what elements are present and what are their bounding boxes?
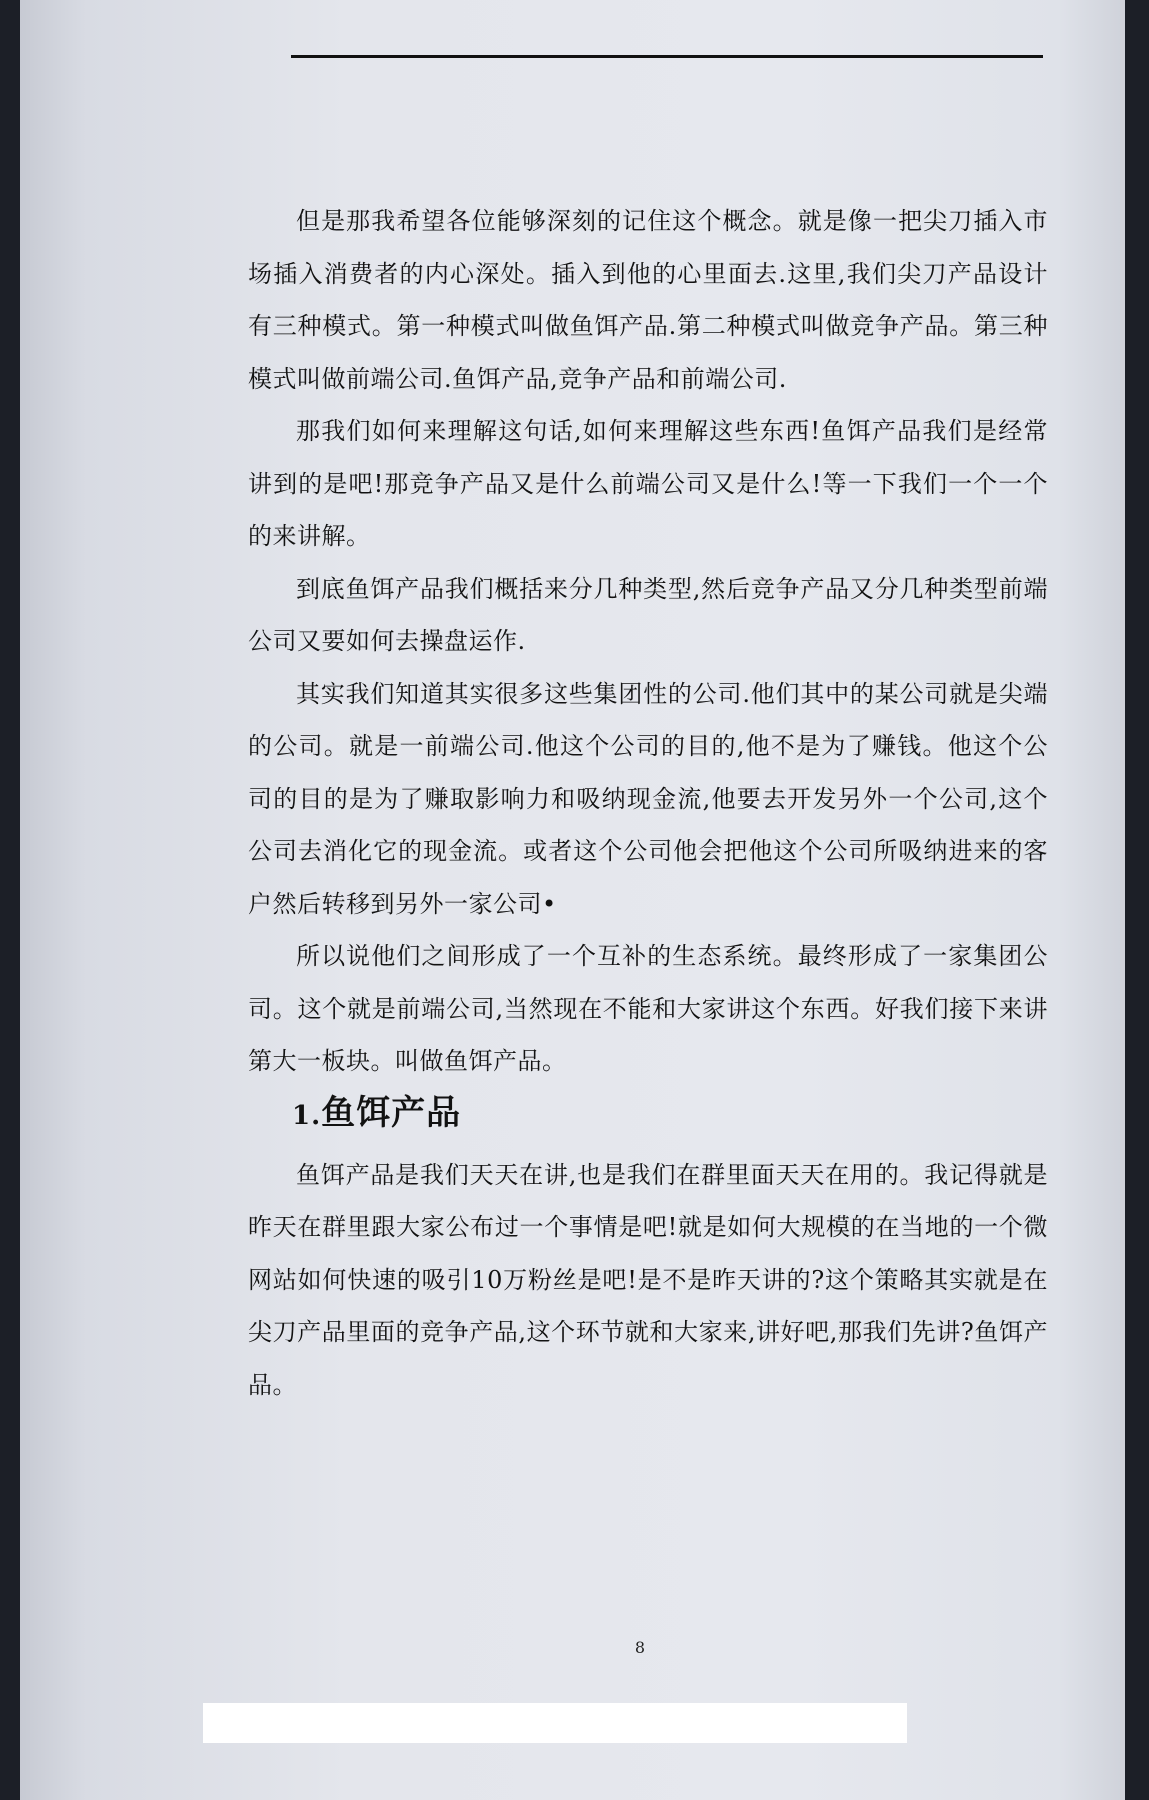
section-title: 鱼饵产品 xyxy=(321,1092,462,1133)
paragraph-3: 到底鱼饵产品我们概括来分几种类型,然后竞争产品又分几种类型前端公司又要如何去操盘运作. xyxy=(248,574,1048,655)
section-number: 1. xyxy=(292,1100,322,1131)
section-heading xyxy=(248,1088,1048,1141)
paragraph-4: 其实我们知道其实很多这些集团性的公司.他们其中的某公司就是尖端的公司。就是一前端公司.他这个公司的目的,他不是为了赚钱。他这个公司的目的是为了赚取影响力和吸纳现金流,他要去开发另外一个公司,这个公司去消化它的现金流。或者这个公司他会把他这个公司所吸纳进来的客户然后转移到另外一家公司• xyxy=(248,679,1048,918)
paragraph-1: 但是那我希望各位能够深刻的记住这个概念。就是像一把尖刀插入市场插入消费者的内心深处。插入到他的心里面去.这里,我们尖刀产品设计有三种模式。第一种模式叫做鱼饵产品.第二种模式叫做竞争产品。第三种模式叫做前端公司.鱼饵产品,竞争产品和前端公司. xyxy=(248,207,1048,393)
page-number: 8 xyxy=(634,1638,646,1657)
body-text xyxy=(248,195,1048,1411)
document-page xyxy=(20,0,1125,1800)
paragraph-2: 那我们如何来理解这句话,如何来理解这些东西!鱼饵产品我们是经常讲到的是吧!那竞争产品又是什么前端公司又是什么!等一下我们一个一个的来讲解。 xyxy=(248,417,1048,550)
redaction-bar xyxy=(203,1703,907,1743)
paragraph-6: 鱼饵产品是我们天天在讲,也是我们在群里面天天在用的。我记得就是昨天在群里跟大家公布过一个事情是吧!就是如何大规模的在当地的一个微网站如何快速的吸引10万粉丝是吧!是不是昨天讲的?这个策略其实就是在尖刀产品里面的竞争产品,这个环节就和大家来,讲好吧,那我们先讲?鱼饵产品。 xyxy=(248,1160,1048,1399)
header-rule xyxy=(291,55,1043,58)
paragraph-5: 所以说他们之间形成了一个互补的生态系统。最终形成了一家集团公司。这个就是前端公司,当然现在不能和大家讲这个东西。好我们接下来讲第大一板块。叫做鱼饵产品。 xyxy=(248,942,1048,1075)
